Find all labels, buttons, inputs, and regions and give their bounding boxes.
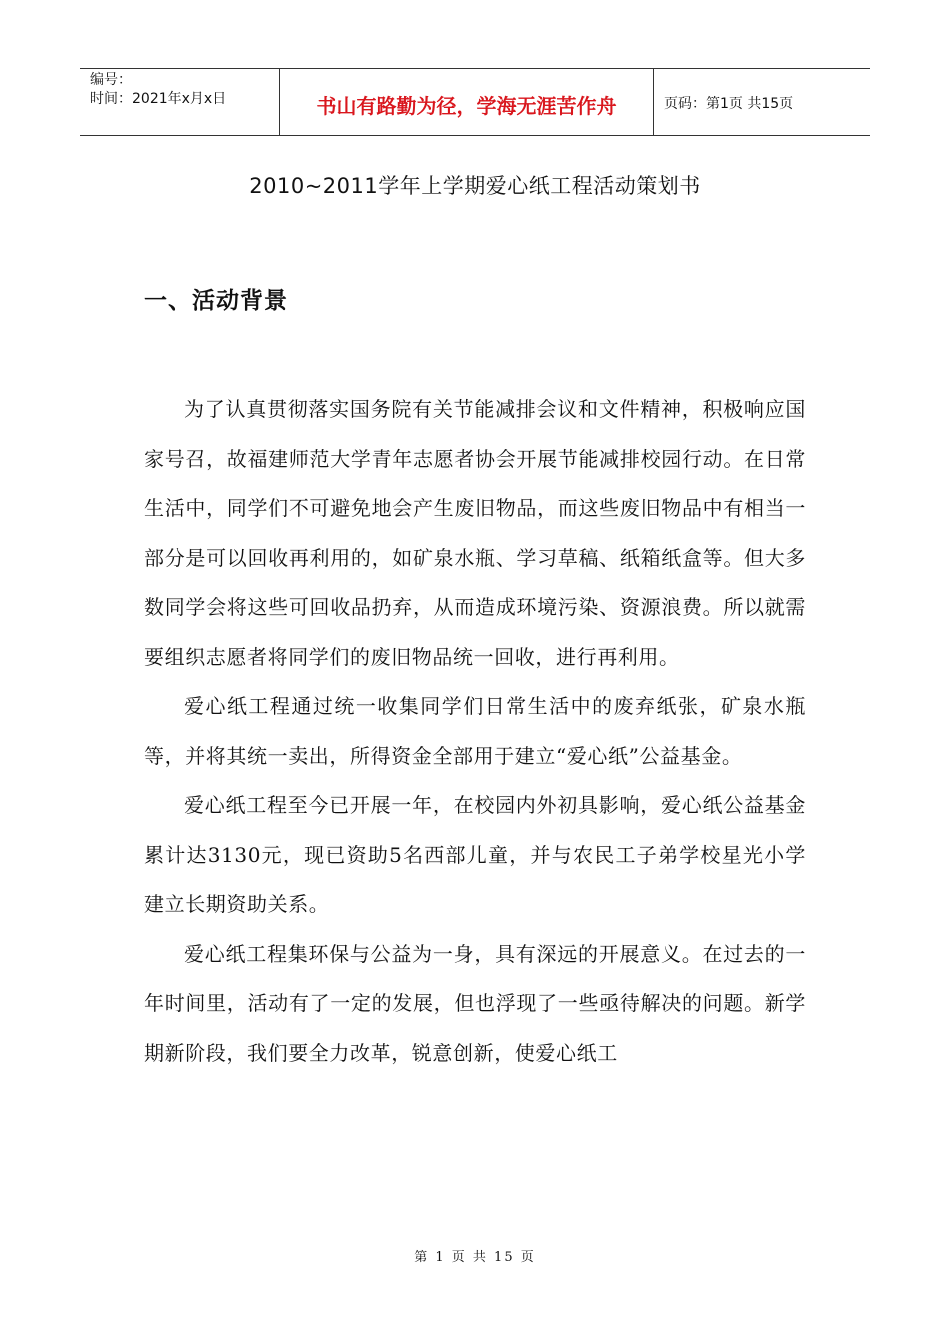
header-table bbox=[80, 68, 870, 136]
page-footer: 第 1 页 共 15 页 bbox=[414, 1250, 536, 1265]
header-motto: 书山有路勤为径，学海无涯苦作舟 bbox=[316, 93, 617, 118]
paragraph-achievements: 爱心纸工程至今已开展一年，在校园内外初具影响，爱心纸公益基金累计达3130元，现已资助5名西部儿童，并与农民工子弟学校星光小学建立长期资助关系。 bbox=[144, 793, 806, 916]
header-meta-cell bbox=[80, 69, 280, 135]
document-number-label: 编号： bbox=[90, 72, 132, 88]
paragraph-background: 为了认真贯彻落实国务院有关节能减排会议和文件精神，积极响应国家号召，故福建师范大学青年志愿者协会开展节能减排校园行动。在日常生活中，同学们不可避免地会产生废旧物品，而这些废旧物品中有相当一部分是可以回收再利用的，如矿泉水瓶、学习草稿、纸箱纸盒等。但大多数同学会将这些可回收品扔弃，从而造成环境污染、资源浪费。所以就需要组织志愿者将同学们的废旧物品统一回收，进行再利用。 bbox=[144, 397, 806, 669]
paragraph-significance: 爱心纸工程集环保与公益为一身，具有深远的开展意义。在过去的一年时间里，活动有了一定的发展，但也浮现了一些亟待解决的问题。新学期新阶段，我们要全力改革，锐意创新，使爱心纸工 bbox=[144, 941, 806, 1065]
body-text bbox=[144, 385, 806, 1078]
paragraph-collection: 爱心纸工程通过统一收集同学们日常生活中的废弃纸张，矿泉水瓶等，并将其统一卖出，所得资金全部用于建立“爱心纸”公益基金。 bbox=[144, 694, 806, 768]
document-title: 2010~2011学年上学期爱心纸工程活动策划书 bbox=[249, 174, 701, 198]
header-page-info: 页码：第1页 共15页 bbox=[664, 96, 794, 112]
document-time-label: 时间：2021年x月x日 bbox=[90, 91, 227, 107]
section-heading: 一、活动背景 bbox=[144, 288, 288, 314]
header-motto-cell bbox=[280, 69, 654, 135]
header-page-cell bbox=[654, 69, 870, 135]
